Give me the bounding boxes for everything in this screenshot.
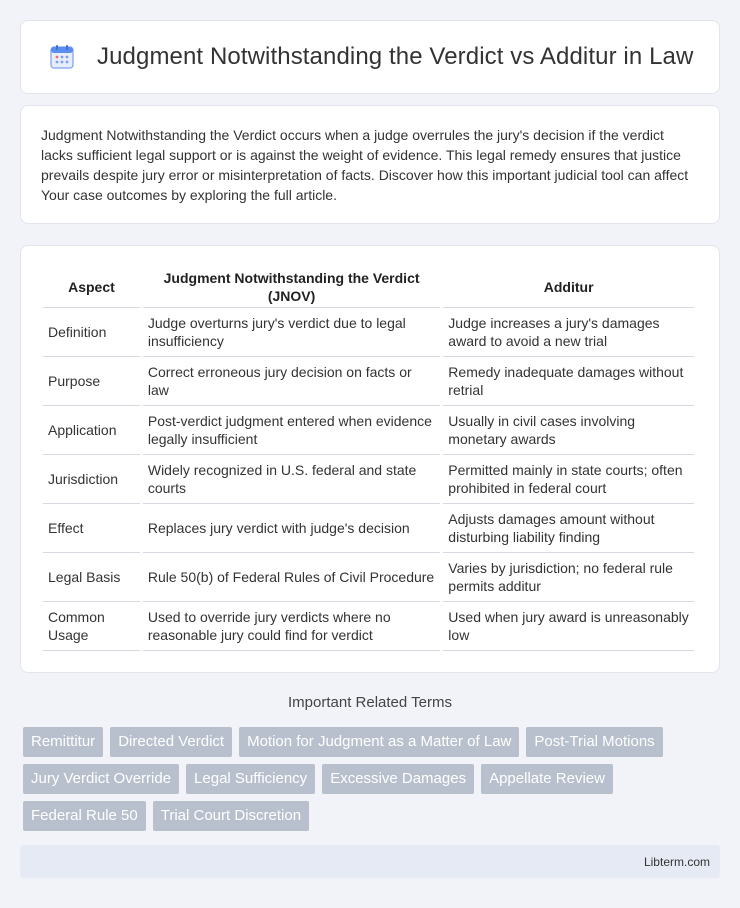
page-title: Judgment Notwithstanding the Verdict vs Additur in Law bbox=[97, 43, 694, 70]
row-additur: Adjusts damages amount without disturbing liability finding bbox=[443, 504, 694, 553]
tag-trial-court-discretion[interactable]: Trial Court Discretion bbox=[153, 801, 309, 831]
header-additur: Additur bbox=[443, 266, 694, 308]
table-row bbox=[43, 455, 694, 504]
row-aspect: Jurisdiction bbox=[43, 455, 140, 504]
tag-appellate-review[interactable]: Appellate Review bbox=[481, 764, 613, 794]
tag-directed-verdict[interactable]: Directed Verdict bbox=[110, 727, 232, 757]
row-aspect: Purpose bbox=[43, 357, 140, 406]
tag-remittitur[interactable]: Remittitur bbox=[23, 727, 103, 757]
row-jnov: Correct erroneous jury decision on facts or law bbox=[143, 357, 440, 406]
intro-card bbox=[20, 105, 720, 224]
row-jnov: Rule 50(b) of Federal Rules of Civil Procedure bbox=[143, 553, 440, 602]
row-additur: Permitted mainly in state courts; often prohibited in federal court bbox=[443, 455, 694, 504]
comparison-table bbox=[40, 266, 697, 651]
tag-jury-verdict-override[interactable]: Jury Verdict Override bbox=[23, 764, 179, 794]
related-terms-title: Important Related Terms bbox=[288, 694, 452, 711]
row-aspect: Application bbox=[43, 406, 140, 455]
row-aspect: Common Usage bbox=[43, 602, 140, 651]
row-jnov: Used to override jury verdicts where no reasonable jury could find for verdict bbox=[143, 602, 440, 651]
table-header-row bbox=[43, 266, 694, 308]
table-row bbox=[43, 308, 694, 357]
row-aspect: Definition bbox=[43, 308, 140, 357]
table-row bbox=[43, 602, 694, 651]
table-row bbox=[43, 357, 694, 406]
footer bbox=[20, 845, 720, 878]
intro-text: Judgment Notwithstanding the Verdict occurs when a judge overrules the jury's decision if the verdict lacks sufficient legal support or is against the weight of evidence. This legal remedy ensures that justice prevails despite jury error or misinterpretation of facts. Discover how this important judicial tool can affect Your case outcomes by exploring the full article. bbox=[41, 127, 689, 203]
header-card bbox=[20, 20, 720, 94]
row-additur: Remedy inadequate damages without retrial bbox=[443, 357, 694, 406]
row-jnov: Judge overturns jury's verdict due to legal insufficiency bbox=[143, 308, 440, 357]
row-jnov: Post-verdict judgment entered when evidence legally insufficient bbox=[143, 406, 440, 455]
tag-motion-for-judgment[interactable]: Motion for Judgment as a Matter of Law bbox=[239, 727, 519, 757]
header-jnov: Judgment Notwithstanding the Verdict (JNOV) bbox=[143, 266, 440, 308]
tag-federal-rule-50[interactable]: Federal Rule 50 bbox=[23, 801, 146, 831]
calendar-grid-icon bbox=[49, 44, 75, 70]
row-aspect: Legal Basis bbox=[43, 553, 140, 602]
row-additur: Judge increases a jury's damages award to avoid a new trial bbox=[443, 308, 694, 357]
footer-site-link[interactable]: Libterm.com bbox=[643, 854, 710, 869]
table-row bbox=[43, 504, 694, 553]
row-aspect: Effect bbox=[43, 504, 140, 553]
tag-excessive-damages[interactable]: Excessive Damages bbox=[322, 764, 474, 794]
table-row bbox=[43, 553, 694, 602]
related-terms-tags bbox=[23, 727, 723, 838]
row-additur: Usually in civil cases involving monetary awards bbox=[443, 406, 694, 455]
row-additur: Used when jury award is unreasonably low bbox=[443, 602, 694, 651]
table-row bbox=[43, 406, 694, 455]
comparison-table-card bbox=[20, 245, 720, 673]
header-aspect: Aspect bbox=[43, 266, 140, 308]
tag-legal-sufficiency[interactable]: Legal Sufficiency bbox=[186, 764, 315, 794]
row-jnov: Replaces jury verdict with judge's decision bbox=[143, 504, 440, 553]
tag-post-trial-motions[interactable]: Post-Trial Motions bbox=[526, 727, 662, 757]
row-jnov: Widely recognized in U.S. federal and state courts bbox=[143, 455, 440, 504]
row-additur: Varies by jurisdiction; no federal rule permits additur bbox=[443, 553, 694, 602]
